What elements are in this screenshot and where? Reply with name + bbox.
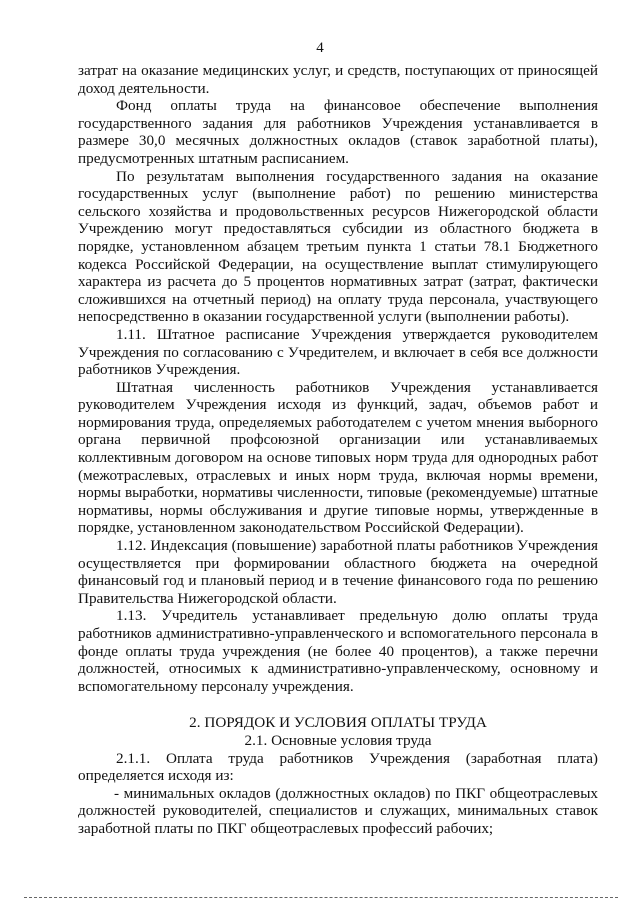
paragraph-staff-number: Штатная численность работников Учреждения устанавливается руководителем Учреждения исходя из функций, задач, объемов работ и нормирования труда, определяемых работодателем с учетом мнения выборного органа первичной профсоюзной организации или устанавливаемых коллективным договором на основе типовых норм труда для однородных работ (межотраслевых, отраслевых и иных норм труда, включая нормы времени, нормы выработки, нормативы численности, типовые (рекомендуемые) штатные нормативы, нормы обслуживания и другие типовые нормы, утвержденные в порядке, установленном законодательством Российской Федерации). [78, 378, 598, 537]
paragraph-1-13: 1.13. Учредитель устанавливает предельную долю оплаты труда работников административно-управленческого и вспомогательного персонала в фонде оплаты труда учреждения (не более 40 процентов), а также перечни должностей, относимых к административно-управленческому, основному и вспомогательному персоналу учреждения. [78, 607, 598, 695]
subsection-title: 2.1. Основные условия труда [244, 731, 432, 749]
paragraph-1-12: 1.12. Индексация (повышение) заработной платы работников Учреждения осуществляется при формировании областного бюджета на очередной финансовый год и плановый период и в течение финансового года по решению Правительства Нижегородской области. [78, 537, 598, 607]
document-body [78, 62, 598, 838]
page-number: 4 [316, 40, 324, 56]
paragraph-wage-fund: Фонд оплаты труда на финансовое обеспечение выполнения государственного задания для работников Учреждения устанавливается в размере 30,0 месячных должностных окладов (ставок заработной платы), предусмотренных штатным расписанием. [78, 97, 598, 167]
paragraph-1-11: 1.11. Штатное расписание Учреждения утверждается руководителем Учреждения по согласованию с Учредителем, и включает в себя все должности работников Учреждения. [78, 325, 598, 379]
list-item-minimal-salaries: - минимальных окладов (должностных окладов) по ПКГ общеотраслевых должностей руководителей, специалистов и служащих, минимальных ставок заработной платы по ПКГ общеотраслевых профессий рабочих; [78, 784, 598, 837]
section-title: 2. ПОРЯДОК И УСЛОВИЯ ОПЛАТЫ ТРУДА [189, 714, 487, 732]
paragraph-subsidies: По результатам выполнения государственного задания на оказание государственных услуг (выполнение работ) по решению министерства сельского хозяйства и продовольственных ресурсов Нижегородской области Учреждению могут предоставляться субсидии из областного бюджета в порядке, установленном абзацем третьим пункта 1 статьи 78.1 Бюджетного кодекса Российской Федерации, на осуществление выплат стимулирующего характера из расчета до 5 процентов нормативных затрат (затрат, фактически сложившихся на отчетный период) на оплату труда персонала, участвующего непосредственно в оказании государственной услуги (выполнении работы). [78, 167, 598, 326]
paragraph-2-1-1: 2.1.1. Оплата труда работников Учреждения (заработная плата) определяется исходя из: [78, 749, 598, 785]
paragraph-continuation: затрат на оказание медицинских услуг, и средств, поступающих от приносящей доход деятельности. [78, 62, 598, 97]
page-bottom-edge [24, 897, 618, 898]
